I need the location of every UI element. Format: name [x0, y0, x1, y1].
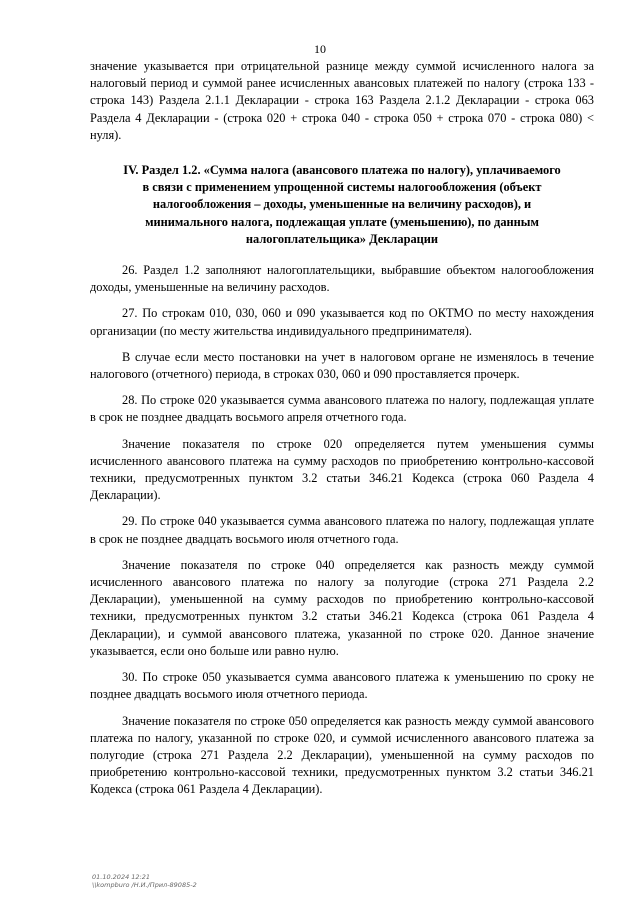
paragraph-27: 27. По строкам 010, 030, 060 и 090 указывается код по ОКТМО по месту нахождения организации (по месту жительства индивидуального предпринимателя). — [90, 306, 594, 338]
document-body — [90, 58, 594, 799]
paragraph-26: 26. Раздел 1.2 заполняют налогоплательщики, выбравшие объектом налогообложения доходы, уменьшенные на величину расходов. — [90, 263, 594, 295]
footer-path: \\kompburo /Н.И./Прил-89085-2 — [92, 881, 197, 889]
footer-date: 01.10.2024 12:21 — [92, 873, 151, 881]
paragraph-28: 28. По строке 020 указывается сумма авансового платежа по налогу, подлежащая уплате в срок не позднее двадцать восьмого апреля отчетного года. — [90, 393, 594, 425]
intro-paragraph: значение указывается при отрицательной разнице между суммой исчисленного налога за налоговый период и суммой ранее исчисленных авансовых платежей по налогу (строка 133 - строка 143) Раздела 2.1.1 Декларации - строка 163 Раздела 2.1.2 Декларации - строка 063 Раздела 4 Декларации - (строка 020 + строка 040 - строка 050 + строка 070 - строка 080) < нуля). — [90, 59, 594, 142]
paragraph-27-note: В случае если место постановки на учет в налоговом органе не изменялось в течение налогового (отчетного) периода, в строках 030, 060 и 090 проставляется прочерк. — [90, 349, 594, 382]
footer-stamp — [92, 873, 197, 889]
paragraph-30: 30. По строке 050 указывается сумма авансового платежа к уменьшению по сроку не позднее двадцать восьмого июля отчетного периода. — [90, 670, 594, 702]
page-number: 10 — [314, 42, 326, 56]
paragraph-28-value: Значение показателя по строке 020 определяется путем уменьшения суммы исчисленного авансового платежа на сумму расходов по приобретению контрольно-кассовой техники, предусмотренных пунктом 3.2 статьи 346.21 Кодекса (строка 060 Раздела 4 Декларации). — [90, 436, 594, 503]
section-heading: IV. Раздел 1.2. «Сумма налога (авансового платежа по налогу), уплачиваемого в связи с применением упрощенной системы налогообложения (объект налогообложения – доходы, уменьшенные на величину расходов), и минимального налога, подлежащая уплате (уменьшению), по данным налогоплательщика» Декларации — [123, 163, 561, 246]
paragraph-29: 29. По строке 040 указывается сумма авансового платежа по налогу, подлежащая уплате в срок не позднее двадцать восьмого июля отчетного года. — [90, 514, 594, 546]
paragraph-30-value: Значение показателя по строке 050 определяется как разность между суммой авансового платежа по налогу, указанной по строке 020, и суммой исчисленного авансового платежа за полугодие (строка 271 Раздела 2.2 Декларации), уменьшенной на сумму расходов по приобретению контрольно-кассовой техники, предусмотренных пунктом 3.2 статьи 346.21 Кодекса (строка 061 Раздела 4 Декларации). — [90, 713, 594, 797]
paragraph-29-value: Значение показателя по строке 040 определяется как разность между суммой исчисленного авансового платежа по налогу за полугодие (строка 271 Раздела 2.2 Декларации), уменьшенной на сумму расходов по приобретению контрольно-кассовой техники, предусмотренных пунктом 3.2 статьи 346.21 Кодекса (строка 061 Раздела 4 Декларации), и суммой авансового платежа, указанной по строке 020. Данное значение указывается, если оно больше или равно нулю. — [90, 557, 594, 658]
